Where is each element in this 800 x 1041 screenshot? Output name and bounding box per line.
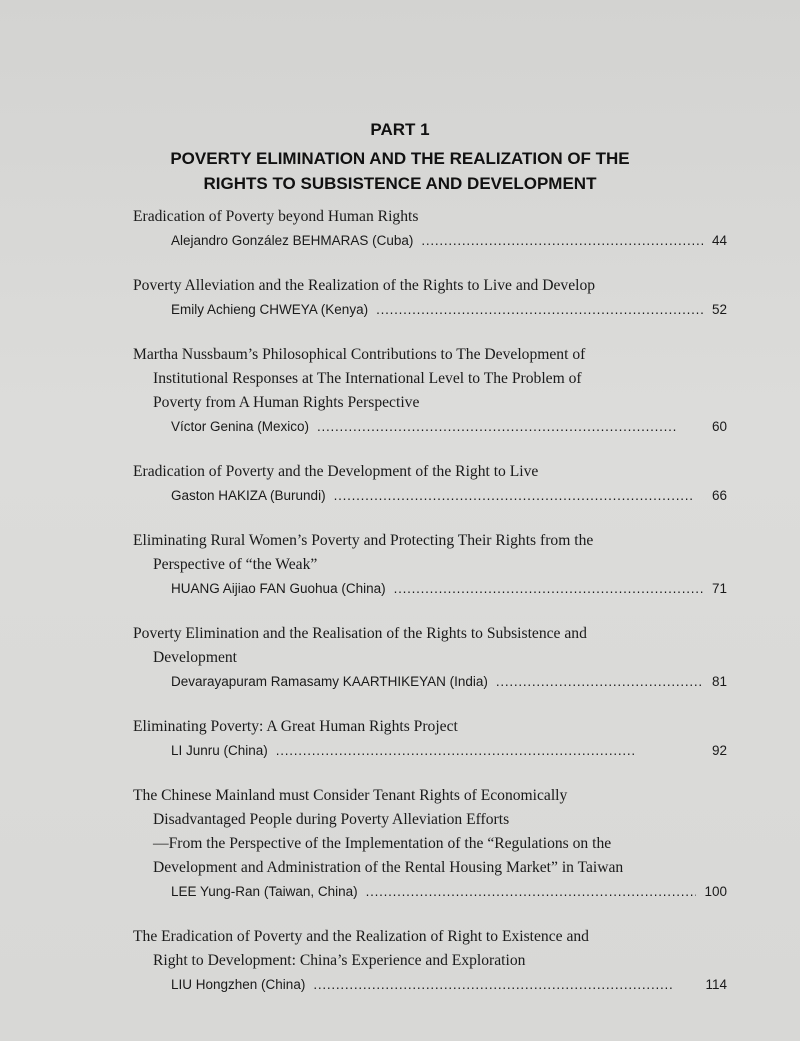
toc-entry	[133, 274, 727, 322]
entry-page-number: 81	[711, 674, 727, 689]
dot-leader	[276, 739, 704, 763]
entry-title	[133, 622, 727, 670]
entry-title-line: Development and Administration of the Rental Housing Market” in Taiwan	[153, 859, 624, 876]
dot-leader	[394, 577, 704, 601]
entry-title-line: Poverty Alleviation and the Realization of the Rights to Live and Develop	[133, 277, 596, 294]
entry-title-line: Poverty from A Human Rights Perspective	[153, 394, 420, 411]
author-line	[133, 973, 727, 997]
entry-title	[133, 925, 727, 973]
section-header	[0, 120, 800, 196]
dot-leader	[421, 229, 704, 253]
entry-title	[133, 205, 727, 229]
entry-title-line: Eradication of Poverty beyond Human Rights	[133, 208, 419, 225]
entry-author: Gaston HAKIZA (Burundi)	[171, 488, 326, 503]
entry-title-line: Perspective of “the Weak”	[153, 556, 318, 573]
entry-title	[133, 715, 727, 739]
entry-title	[133, 529, 727, 577]
entry-title	[133, 784, 727, 880]
dot-leader	[317, 415, 704, 439]
entry-author: Devarayapuram Ramasamy KAARTHIKEYAN (India)	[171, 674, 488, 689]
toc-entry	[133, 715, 727, 763]
entry-title-line: Poverty Elimination and the Realisation of the Rights to Subsistence and	[133, 625, 587, 642]
entry-title-line: Martha Nussbaum’s Philosophical Contributions to The Development of	[133, 346, 586, 363]
dot-leader	[376, 298, 704, 322]
entry-author: HUANG Aijiao FAN Guohua (China)	[171, 581, 386, 596]
toc-entry	[133, 205, 727, 253]
section-title-line-1: POVERTY ELIMINATION AND THE REALIZATION OF THE	[170, 149, 630, 168]
entry-title-line: Institutional Responses at The International Level to The Problem of	[153, 370, 582, 387]
entry-title-line: Right to Development: China’s Experience and Exploration	[153, 952, 526, 969]
toc-entries	[133, 205, 727, 1018]
toc-entry	[133, 460, 727, 508]
entry-author: Alejandro González BEHMARAS (Cuba)	[171, 233, 414, 248]
entry-title-line: Eliminating Poverty: A Great Human Rights Project	[133, 718, 458, 735]
entry-author: LI Junru (China)	[171, 743, 268, 758]
author-line	[133, 298, 727, 322]
entry-author: Emily Achieng CHWEYA (Kenya)	[171, 302, 369, 317]
author-line	[133, 484, 727, 508]
entry-title-line: The Eradication of Poverty and the Realization of Right to Existence and	[133, 928, 589, 945]
dot-leader	[313, 973, 697, 997]
entry-title-line: The Chinese Mainland must Consider Tenant Rights of Economically	[133, 787, 568, 804]
entry-title-line: Eliminating Rural Women’s Poverty and Protecting Their Rights from the	[133, 532, 594, 549]
toc-entry	[133, 784, 727, 904]
entry-page-number: 71	[711, 581, 727, 596]
toc-entry	[133, 529, 727, 601]
entry-page-number: 44	[711, 233, 727, 248]
author-line	[133, 739, 727, 763]
entry-page-number: 92	[711, 743, 727, 758]
entry-page-number: 60	[711, 419, 727, 434]
entry-author: Víctor Genina (Mexico)	[171, 419, 310, 434]
author-line	[133, 670, 727, 694]
author-line	[133, 880, 727, 904]
entry-title	[133, 343, 727, 415]
entry-page-number: 52	[711, 302, 727, 317]
toc-entry	[133, 343, 727, 439]
entry-title-line: Eradication of Poverty and the Development of the Right to Live	[133, 463, 539, 480]
section-title-line-2: RIGHTS TO SUBSISTENCE AND DEVELOPMENT	[203, 174, 597, 193]
dot-leader	[366, 880, 697, 904]
entry-title	[133, 274, 727, 298]
toc-entry	[133, 925, 727, 997]
entry-title-line: Development	[153, 649, 238, 666]
entry-author: LIU Hongzhen (China)	[171, 977, 306, 992]
entry-author: LEE Yung-Ran (Taiwan, China)	[171, 884, 358, 899]
author-line	[133, 229, 727, 253]
entry-page-number: 100	[704, 884, 727, 899]
dot-leader	[496, 670, 704, 694]
entry-title	[133, 460, 727, 484]
entry-title-line: Disadvantaged People during Poverty Alleviation Efforts	[153, 811, 510, 828]
entry-page-number: 114	[705, 977, 727, 992]
author-line	[133, 415, 727, 439]
toc-entry	[133, 622, 727, 694]
entry-page-number: 66	[711, 488, 727, 503]
dot-leader	[334, 484, 704, 508]
part-label: PART 1	[370, 120, 430, 139]
author-line	[133, 577, 727, 601]
entry-title-line: —From the Perspective of the Implementation of the “Regulations on the	[153, 835, 612, 852]
